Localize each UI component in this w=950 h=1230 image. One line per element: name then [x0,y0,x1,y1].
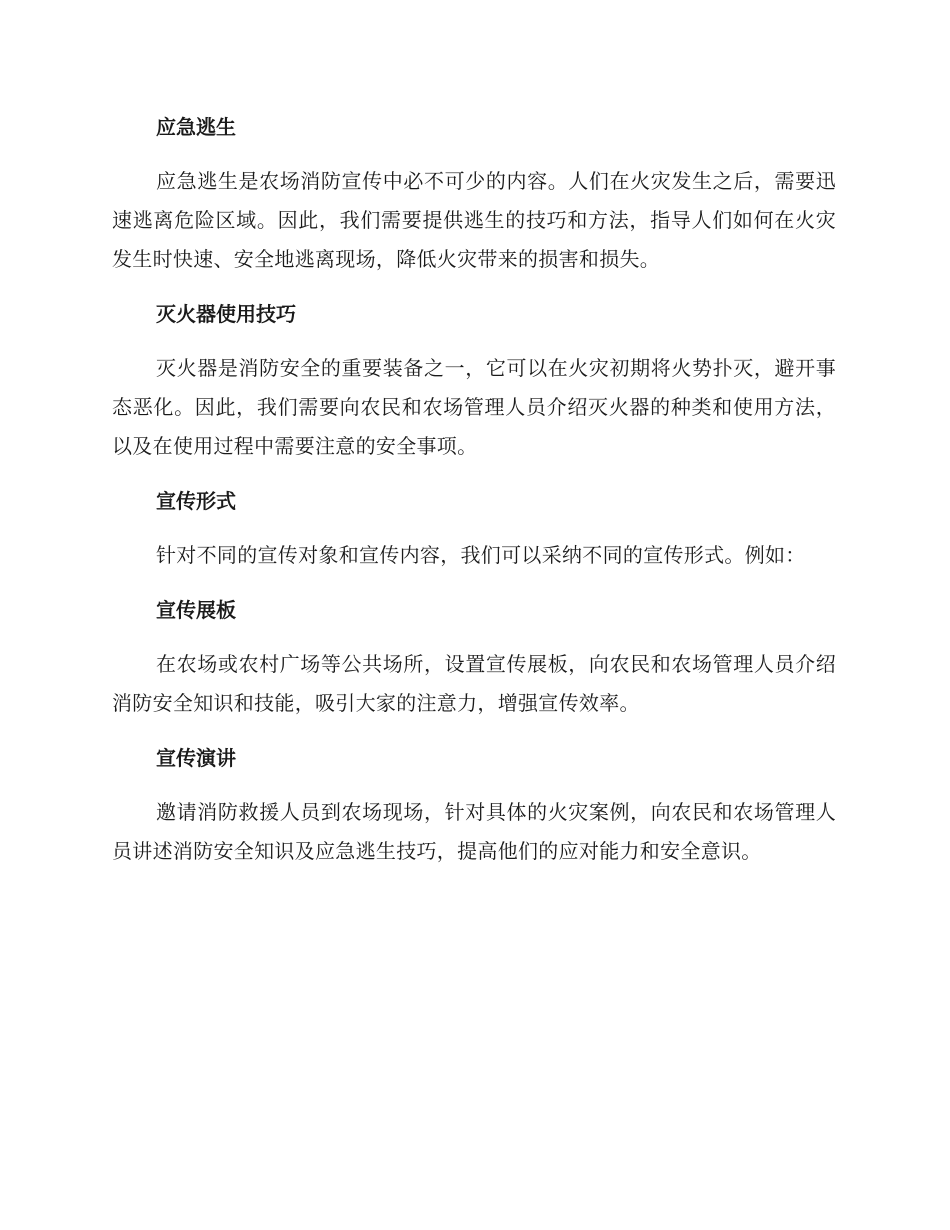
section-heading: 宣传演讲 [156,746,236,770]
section-paragraph: 应急逃生是农场消防宣传中必不可少的内容。人们在火灾发生之后，需要迅速逃离危险区域。因此，我们需要提供逃生的技巧和方法，指导人们如何在火灾发生时快速、安全地逃离现场，降低火灾带来的损害和损失。 [112,169,836,271]
section-display-boards [112,591,836,723]
section-heading: 宣传展板 [156,598,236,622]
section-paragraph: 针对不同的宣传对象和宣传内容，我们可以采纳不同的宣传形式。例如： [156,543,806,567]
section-heading: 灭火器使用技巧 [156,302,296,326]
section-publicity-forms [112,482,836,575]
section-paragraph: 在农场或农村广场等公共场所，设置宣传展板，向农民和农场管理人员介绍消防安全知识和技能，吸引大家的注意力，增强宣传效率。 [112,652,836,715]
section-paragraph: 邀请消防救援人员到农场现场，针对具体的火灾案例，向农民和农场管理人员讲述消防安全知识及应急逃生技巧，提高他们的应对能力和安全意识。 [112,800,836,863]
document-body [112,108,836,887]
section-heading: 应急逃生 [156,115,236,139]
section-heading: 宣传形式 [156,489,236,513]
section-emergency-escape [112,108,836,279]
section-speeches [112,739,836,871]
section-paragraph: 灭火器是消防安全的重要装备之一，它可以在火灾初期将火势扑灭，避开事态恶化。因此，我们需要向农民和农场管理人员介绍灭火器的种类和使用方法，以及在使用过程中需要注意的安全事项。 [112,356,836,458]
section-extinguisher-tips [112,295,836,466]
